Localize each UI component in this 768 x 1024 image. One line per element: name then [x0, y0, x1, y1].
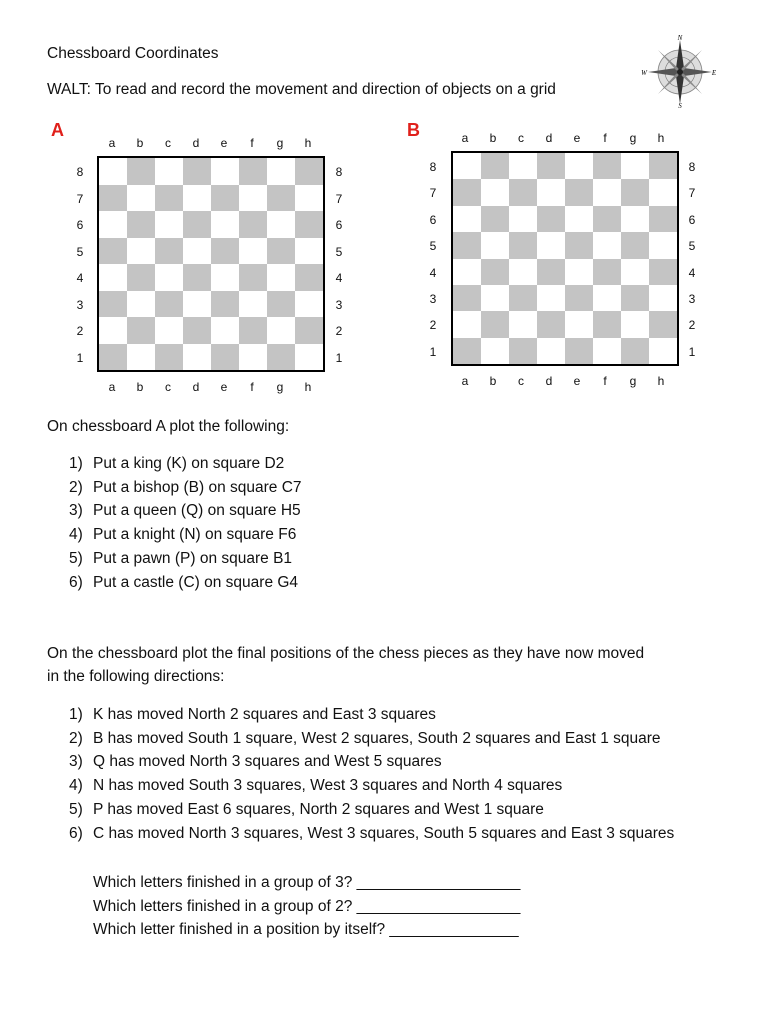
- square-h8[interactable]: [295, 158, 323, 185]
- square-a3[interactable]: [453, 285, 481, 311]
- list-item-number: 6): [69, 573, 83, 591]
- square-g8[interactable]: [267, 158, 295, 185]
- board-b-file-top: e: [573, 131, 581, 145]
- list-item-number: 3): [69, 502, 83, 520]
- list-item-text: C has moved North 3 squares, West 3 squares, South 5 squares and East 3 squares: [93, 824, 675, 842]
- board-b-file-bottom: d: [545, 374, 553, 388]
- square-c7[interactable]: [155, 185, 183, 212]
- chessboard-b: [451, 151, 679, 366]
- board-b-rank-right: 7: [688, 186, 696, 201]
- board-b-rank-right: 4: [688, 265, 696, 280]
- list-item-number: 4): [69, 777, 83, 795]
- board-a-rank-right: 1: [335, 350, 343, 365]
- board-b-file-bottom: g: [629, 374, 637, 388]
- square-b6[interactable]: [481, 206, 509, 232]
- square-h6[interactable]: [295, 211, 323, 238]
- list-item: [69, 476, 302, 500]
- square-b2[interactable]: [481, 311, 509, 337]
- board-a-rank-left: 8: [76, 165, 84, 179]
- square-e5[interactable]: [565, 232, 593, 258]
- square-a5[interactable]: [99, 238, 127, 265]
- board-b-rank-left: 4: [429, 265, 437, 280]
- board-b-rank-right: 6: [688, 212, 696, 227]
- list-item: [69, 798, 674, 822]
- square-h4[interactable]: [649, 259, 677, 285]
- square-c8[interactable]: [509, 153, 537, 179]
- board-a-rank-left: 4: [76, 271, 84, 285]
- square-f4[interactable]: [239, 264, 267, 291]
- square-c2[interactable]: [509, 311, 537, 337]
- square-e1[interactable]: [211, 344, 239, 371]
- square-c6[interactable]: [155, 211, 183, 238]
- board-a-file-top: b: [136, 136, 144, 150]
- square-d3[interactable]: [537, 285, 565, 311]
- list-item-text: P has moved East 6 squares, North 2 squares and West 1 square: [93, 800, 544, 818]
- square-e8[interactable]: [565, 153, 593, 179]
- square-f5[interactable]: [593, 232, 621, 258]
- list-item-text: Q has moved North 3 squares and West 5 squares: [93, 753, 442, 771]
- section2-heading-line1: On the chessboard plot the final positions of the chess pieces as they have now moved: [47, 645, 645, 662]
- list-item: [69, 523, 302, 547]
- square-d8[interactable]: [183, 158, 211, 185]
- square-f2[interactable]: [593, 311, 621, 337]
- square-g4[interactable]: [267, 264, 295, 291]
- square-f4[interactable]: [593, 259, 621, 285]
- compass-s: S: [678, 102, 682, 110]
- square-g5[interactable]: [621, 232, 649, 258]
- board-a-rank-left: 1: [76, 350, 84, 365]
- square-g2[interactable]: [267, 317, 295, 344]
- compass-w: W: [641, 69, 647, 77]
- board-b-file-bottom: c: [518, 374, 524, 388]
- board-a-file-bottom: c: [165, 380, 171, 394]
- square-g2[interactable]: [621, 311, 649, 337]
- square-g1[interactable]: [621, 338, 649, 364]
- square-g6[interactable]: [621, 206, 649, 232]
- board-a-file-top: c: [165, 136, 171, 150]
- list-item: [69, 571, 302, 595]
- square-d8[interactable]: [537, 153, 565, 179]
- board-a-file-top: h: [304, 136, 312, 150]
- compass-e: E: [711, 69, 717, 77]
- chessboard-a: [97, 156, 325, 372]
- square-g4[interactable]: [621, 259, 649, 285]
- board-a-file-bottom: h: [304, 380, 312, 394]
- square-d4[interactable]: [183, 264, 211, 291]
- square-a1[interactable]: [99, 344, 127, 371]
- list-item-text: N has moved South 3 squares, West 3 squares and North 4 squares: [93, 777, 563, 795]
- list-item-number: 4): [69, 526, 83, 544]
- board-b-file-bottom: e: [573, 374, 581, 388]
- square-h2[interactable]: [649, 311, 677, 337]
- square-h6[interactable]: [649, 206, 677, 232]
- square-h3[interactable]: [295, 291, 323, 318]
- board-a-file-bottom: g: [276, 380, 284, 394]
- board-a-file-bottom: b: [136, 380, 144, 394]
- square-d5[interactable]: [537, 232, 565, 258]
- square-a4[interactable]: [99, 264, 127, 291]
- board-a-file-top: f: [250, 136, 254, 150]
- square-a2[interactable]: [453, 311, 481, 337]
- square-f1[interactable]: [593, 338, 621, 364]
- section2-heading-line2: in the following directions:: [47, 668, 225, 685]
- square-e1[interactable]: [565, 338, 593, 364]
- board-b-rank-left: 1: [429, 344, 437, 359]
- square-h8[interactable]: [649, 153, 677, 179]
- square-g7[interactable]: [621, 179, 649, 205]
- square-d3[interactable]: [183, 291, 211, 318]
- square-b7[interactable]: [127, 185, 155, 212]
- question-group-of-2[interactable]: Which letters finished in a group of 2? ___________________: [93, 898, 521, 915]
- square-c2[interactable]: [155, 317, 183, 344]
- square-d5[interactable]: [183, 238, 211, 265]
- board-a-file-bottom: a: [108, 380, 116, 394]
- section1-heading: On chessboard A plot the following:: [47, 418, 290, 435]
- board-b-file-top: b: [489, 131, 497, 145]
- square-b1[interactable]: [481, 338, 509, 364]
- square-b8[interactable]: [127, 158, 155, 185]
- square-d2[interactable]: [183, 317, 211, 344]
- square-d7[interactable]: [183, 185, 211, 212]
- board-a-rank-right: 8: [335, 165, 343, 179]
- square-a6[interactable]: [99, 211, 127, 238]
- square-f3[interactable]: [593, 285, 621, 311]
- list-item-number: 5): [69, 800, 83, 818]
- square-b3[interactable]: [127, 291, 155, 318]
- square-a3[interactable]: [99, 291, 127, 318]
- list-item-number: 6): [69, 824, 83, 842]
- square-h4[interactable]: [295, 264, 323, 291]
- square-d1[interactable]: [537, 338, 565, 364]
- square-d6[interactable]: [183, 211, 211, 238]
- list-item-number: 3): [69, 753, 83, 771]
- square-g7[interactable]: [267, 185, 295, 212]
- square-f8[interactable]: [239, 158, 267, 185]
- square-c4[interactable]: [155, 264, 183, 291]
- square-b6[interactable]: [127, 211, 155, 238]
- board-a-rank-left: 3: [76, 297, 84, 312]
- list-item-text: Put a bishop (B) on square C7: [93, 478, 302, 496]
- list-item: [69, 774, 674, 798]
- square-h7[interactable]: [649, 179, 677, 205]
- list-item-text: Put a pawn (P) on square B1: [93, 549, 293, 567]
- square-e7[interactable]: [211, 185, 239, 212]
- square-c3[interactable]: [509, 285, 537, 311]
- square-c5[interactable]: [155, 238, 183, 265]
- board-b-rank-right: 1: [688, 344, 696, 359]
- square-h3[interactable]: [649, 285, 677, 311]
- board-b-file-top: d: [545, 131, 553, 145]
- square-a4[interactable]: [453, 259, 481, 285]
- board-a-rank-left: 5: [76, 244, 84, 259]
- board-b-rank-right: 3: [688, 292, 696, 306]
- square-b5[interactable]: [481, 232, 509, 258]
- square-c1[interactable]: [155, 344, 183, 371]
- board-b-rank-right: 8: [688, 160, 696, 174]
- list-item-number: 2): [69, 729, 83, 747]
- square-e8[interactable]: [211, 158, 239, 185]
- board-a-file-top: d: [192, 136, 200, 150]
- square-c7[interactable]: [509, 179, 537, 205]
- list-item-number: 1): [69, 706, 83, 723]
- walt-statement: WALT: To read and record the movement and direction of objects on a grid: [47, 81, 556, 98]
- square-a1[interactable]: [453, 338, 481, 364]
- square-b2[interactable]: [127, 317, 155, 344]
- square-c3[interactable]: [155, 291, 183, 318]
- instruction-list-1: [69, 452, 302, 594]
- board-b-label: B: [407, 120, 420, 140]
- compass-n: N: [677, 34, 683, 42]
- list-item-number: 2): [69, 478, 83, 496]
- board-a-label: A: [51, 120, 64, 140]
- square-a5[interactable]: [453, 232, 481, 258]
- square-f6[interactable]: [593, 206, 621, 232]
- square-b4[interactable]: [481, 259, 509, 285]
- board-b-file-top: f: [603, 131, 607, 145]
- board-a-rank-right: 3: [335, 297, 343, 312]
- board-a-rank-left: 2: [76, 324, 84, 338]
- square-d2[interactable]: [537, 311, 565, 337]
- square-b4[interactable]: [127, 264, 155, 291]
- board-a-rank-right: 2: [335, 324, 343, 338]
- list-item: [69, 547, 302, 571]
- board-b-file-top: c: [518, 131, 524, 145]
- question-group-of-3[interactable]: Which letters finished in a group of 3? ___________________: [93, 874, 521, 891]
- square-b5[interactable]: [127, 238, 155, 265]
- square-e4[interactable]: [211, 264, 239, 291]
- instruction-list-2: [69, 703, 674, 845]
- board-a-file-bottom: f: [250, 380, 254, 394]
- square-d6[interactable]: [537, 206, 565, 232]
- square-b8[interactable]: [481, 153, 509, 179]
- square-g8[interactable]: [621, 153, 649, 179]
- list-item-text: Put a knight (N) on square F6: [93, 526, 297, 544]
- board-b-rank-left: 5: [429, 239, 437, 254]
- square-c5[interactable]: [509, 232, 537, 258]
- square-g1[interactable]: [267, 344, 295, 371]
- board-b-file-top: a: [461, 131, 469, 145]
- list-item-text: K has moved North 2 squares and East 3 squares: [93, 706, 436, 723]
- square-e4[interactable]: [565, 259, 593, 285]
- list-item-text: Put a queen (Q) on square H5: [93, 502, 301, 520]
- square-f5[interactable]: [239, 238, 267, 265]
- square-f3[interactable]: [239, 291, 267, 318]
- square-e3[interactable]: [565, 285, 593, 311]
- square-h2[interactable]: [295, 317, 323, 344]
- square-f8[interactable]: [593, 153, 621, 179]
- square-g5[interactable]: [267, 238, 295, 265]
- board-a-file-top: a: [108, 136, 116, 150]
- square-b7[interactable]: [481, 179, 509, 205]
- square-c6[interactable]: [509, 206, 537, 232]
- board-a-file-bottom: d: [192, 380, 200, 394]
- board-b-file-bottom: f: [603, 374, 607, 388]
- square-f7[interactable]: [593, 179, 621, 205]
- square-e7[interactable]: [565, 179, 593, 205]
- board-b-file-bottom: b: [489, 374, 497, 388]
- list-item-text: Put a castle (C) on square G4: [93, 573, 299, 591]
- compass-rose-icon: [640, 32, 718, 110]
- list-item: [69, 499, 302, 523]
- square-h1[interactable]: [295, 344, 323, 371]
- board-b-file-top: g: [629, 131, 637, 145]
- board-a-rank-right: 6: [335, 218, 343, 232]
- board-b-rank-left: 6: [429, 212, 437, 227]
- square-a7[interactable]: [453, 179, 481, 205]
- list-item: [69, 452, 302, 476]
- square-a7[interactable]: [99, 185, 127, 212]
- board-a-file-top: g: [276, 136, 284, 150]
- list-item: [69, 750, 674, 774]
- square-g3[interactable]: [267, 291, 295, 318]
- list-item-text: B has moved South 1 square, West 2 squares, South 2 squares and East 1 square: [93, 729, 661, 747]
- square-h7[interactable]: [295, 185, 323, 212]
- square-f2[interactable]: [239, 317, 267, 344]
- board-a-rank-right: 4: [335, 271, 343, 285]
- board-b-file-top: h: [657, 131, 665, 145]
- square-g3[interactable]: [621, 285, 649, 311]
- board-b-rank-right: 5: [688, 239, 696, 254]
- board-a-rank-left: 6: [76, 218, 84, 232]
- page-title: Chessboard Coordinates: [47, 45, 219, 62]
- square-e6[interactable]: [211, 211, 239, 238]
- square-f6[interactable]: [239, 211, 267, 238]
- board-b-rank-left: 2: [429, 318, 437, 333]
- board-b-rank-left: 8: [429, 160, 437, 174]
- board-a-file-top: e: [220, 136, 228, 150]
- board-b-rank-left: 7: [429, 186, 437, 201]
- square-a6[interactable]: [453, 206, 481, 232]
- question-by-itself[interactable]: Which letter finished in a position by itself? _______________: [93, 921, 519, 938]
- square-a8[interactable]: [453, 153, 481, 179]
- list-item: [69, 727, 674, 751]
- square-b3[interactable]: [481, 285, 509, 311]
- square-f1[interactable]: [239, 344, 267, 371]
- square-e3[interactable]: [211, 291, 239, 318]
- square-d7[interactable]: [537, 179, 565, 205]
- square-d1[interactable]: [183, 344, 211, 371]
- board-b-rank-left: 3: [429, 292, 437, 306]
- square-h5[interactable]: [295, 238, 323, 265]
- board-a-rank-right: 5: [335, 244, 343, 259]
- board-a-rank-left: 7: [76, 191, 84, 206]
- square-c1[interactable]: [509, 338, 537, 364]
- square-a2[interactable]: [99, 317, 127, 344]
- board-b-file-bottom: h: [657, 374, 665, 388]
- square-c4[interactable]: [509, 259, 537, 285]
- square-h1[interactable]: [649, 338, 677, 364]
- list-item: [69, 703, 674, 727]
- list-item: [69, 822, 674, 846]
- board-a-rank-right: 7: [335, 191, 343, 206]
- square-e6[interactable]: [565, 206, 593, 232]
- square-f7[interactable]: [239, 185, 267, 212]
- board-b-file-bottom: a: [461, 374, 469, 388]
- square-e2[interactable]: [211, 317, 239, 344]
- square-c8[interactable]: [155, 158, 183, 185]
- list-item-number: 5): [69, 549, 83, 567]
- square-e5[interactable]: [211, 238, 239, 265]
- square-e2[interactable]: [565, 311, 593, 337]
- square-d4[interactable]: [537, 259, 565, 285]
- board-a-file-bottom: e: [220, 380, 228, 394]
- list-item-text: Put a king (K) on square D2: [93, 455, 285, 472]
- square-b1[interactable]: [127, 344, 155, 371]
- square-a8[interactable]: [99, 158, 127, 185]
- square-h5[interactable]: [649, 232, 677, 258]
- board-b-rank-right: 2: [688, 318, 696, 333]
- list-item-number: 1): [69, 455, 83, 472]
- square-g6[interactable]: [267, 211, 295, 238]
